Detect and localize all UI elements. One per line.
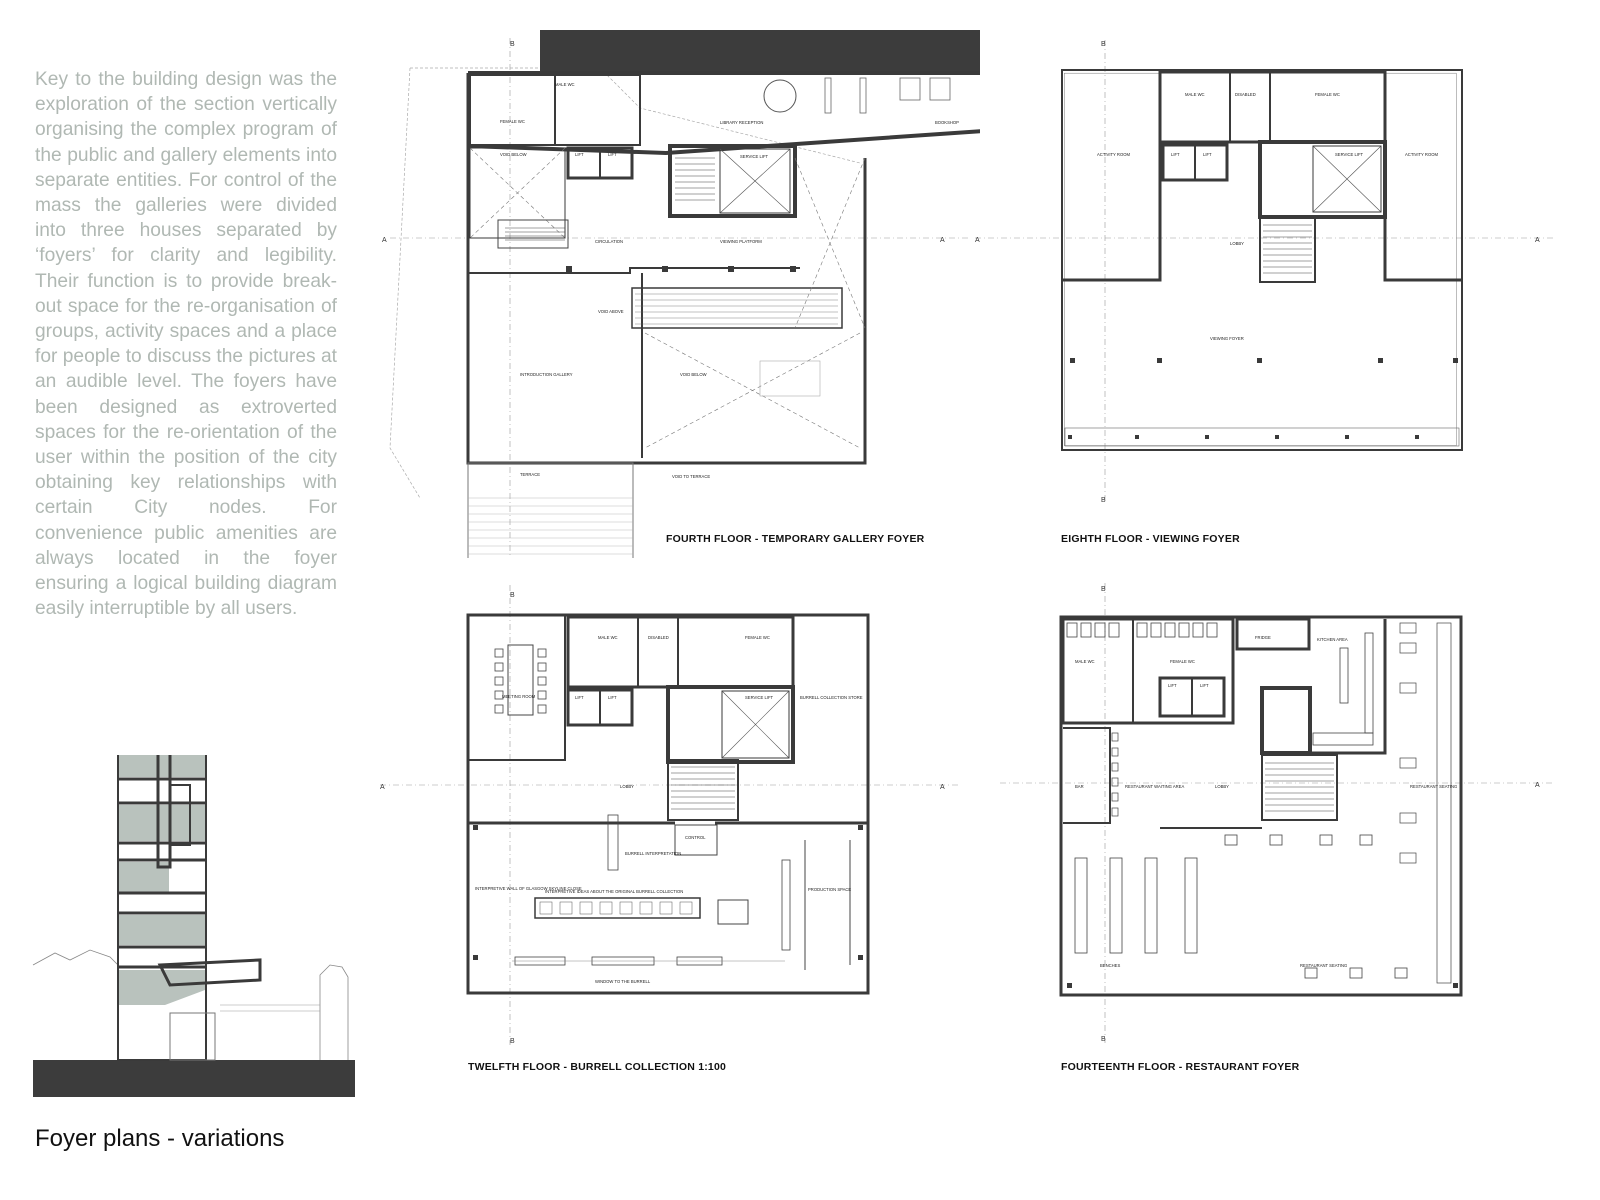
plan4-label-bookshop: BOOKSHOP [935,120,959,125]
plan14-label-restaurant-seating-right: RESTAURANT SEATING [1410,784,1458,789]
section-marker-b: B [510,41,515,48]
plan-fourteenth-floor [975,583,1565,1053]
plan4-label-lift: LIFT [575,152,584,157]
plan8-label-female-wc: FEMALE WC [1315,92,1340,97]
plan14-wc-block [1063,619,1233,723]
plan8-core [1260,142,1385,217]
plan12-label-production-space: PRODUCTION SPACE [808,887,852,892]
plan12-core [668,687,793,762]
plan14-label-restaurant-seating-bottom: RESTAURANT SEATING [1300,963,1348,968]
plan14-fridge [1237,619,1309,649]
plan14-window-tables [1400,623,1451,983]
plan8-label-service-lift: SERVICE LIFT [1335,152,1364,157]
plan-eighth-svg [975,30,1565,510]
plan8-label-lift: LIFT [1203,152,1212,157]
plan14-label-lift: LIFT [1168,683,1177,688]
section-svg [30,755,365,1100]
plan12-label-lift: LIFT [575,695,584,700]
plan14-label-lift: LIFT [1200,683,1209,688]
plan8-stair [1260,217,1315,282]
plan12-label-male-wc: MALE WC [598,635,618,640]
plan8-label-disabled: DISABLED [1235,92,1256,97]
section-marker-a: A [940,784,945,791]
plan4-label-void-to-terrace: VOID TO TERRACE [672,474,711,479]
section-tower [118,755,206,1060]
plan4-label-lift: LIFT [608,152,617,157]
plan-twelfth-floor [380,585,980,1055]
building-section-drawing [30,755,365,1100]
plan12-meeting-table [508,645,533,715]
plan4-spiral-stair [764,80,796,112]
plan12-wc-block [568,617,793,687]
plan4-terrace [468,463,633,558]
plan4-shelving [825,78,950,113]
plan4-label-service-lift: SERVICE LIFT [740,154,769,159]
sheet-title: Foyer plans - variations [35,1125,285,1152]
plan14-tables [1225,835,1407,978]
plan14-bar [1063,728,1110,823]
section-marker-b: B [1101,1036,1106,1043]
plan8-label-activity-room-right: ACTIVITY ROOM [1405,152,1438,157]
plan14-label-benches: BENCHES [1100,963,1121,968]
plan8-outer-wall [1062,70,1462,450]
plan12-label-interpretive-wall: INTERPRETIVE WALL OF GLASGOW SKYLINE CLOSE [475,886,582,891]
plan12-label-burrell-store: BURRELL COLLECTION STORE [800,695,863,700]
plan8-label-lift: LIFT [1171,152,1180,157]
plan8-label-viewing-foyer: VIEWING FOYER [1210,336,1244,341]
plan12-label-female-wc: FEMALE WC [745,635,770,640]
plan4-label-female-wc: FEMALE WC [500,119,525,124]
section-marker-a: A [380,784,385,791]
section-marker-a: A [382,237,387,244]
plan4-core [670,146,795,216]
section-marker-a: A [1535,237,1540,244]
plan14-label-restaurant-waiting: RESTAURANT WAITING AREA [1125,784,1185,789]
plan4-roof-block [540,30,980,72]
plan4-label-void-below-2: VOID BELOW [680,372,707,377]
section-marker-b: B [1101,41,1106,48]
caption-fourth-floor: FOURTH FLOOR - TEMPORARY GALLERY FOYER [666,533,925,545]
plan4-label-introduction-gallery: INTRODUCTION GALLERY [520,372,573,377]
plan4-label-viewing-platform: VIEWING PLATFORM [720,239,762,244]
plan8-label-lobby: LOBBY [1230,241,1244,246]
plan-twelfth-svg [380,585,980,1055]
intro-paragraph: Key to the building design was the exploration of the section vertically organising the complex program of the public and gallery elements into separate entities. For control of the mass the galleries were divided into three houses separated by ‘foyers’ for clarity and legibility. Their function is to provide break-out space for the re-organisation of groups, activity spaces and a place for people to discuss the pictures at an audible level. The foyers have been designed as extroverted spaces for the re-orientation of the user within the position of the city obtaining key relationships with certain City nodes. For convenience public amenities are always located in the foyer ensuring a logical building diagram easily interruptible by all users. [35,69,337,620]
section-ground [33,1060,355,1097]
plan12-label-service-lift: SERVICE LIFT [745,695,774,700]
plan14-stair [1262,755,1337,820]
section-neighbour-right [320,965,348,1060]
plan4-label-terrace: TERRACE [520,472,541,477]
plan12-label-interpretive-ideas: INTERPRETIVE IDEAS ABOUT THE ORIGINAL BURRELL COLLECTION [545,889,684,894]
plan4-label-circulation: CIRCULATION [595,239,624,244]
plan12-label-lobby: LOBBY [620,784,634,789]
plan12-label-disabled: DISABLED [648,635,669,640]
plan8-glazing [1065,428,1459,446]
plan14-label-fridge: FRIDGE [1255,635,1271,640]
caption-fourteenth-floor: FOURTEENTH FLOOR - RESTAURANT FOYER [1061,1061,1300,1073]
plan14-label-kitchen-area: KITCHEN AREA [1317,637,1348,642]
plan4-label-void-below: VOID BELOW [500,152,527,157]
plan14-core [1262,688,1310,753]
section-marker-b: B [510,592,515,599]
plan4-core-stair [675,158,715,200]
plan12-stair [668,760,738,820]
plan14-label-male-wc: MALE WC [1075,659,1095,664]
plan8-label-male-wc: MALE WC [1185,92,1205,97]
plan14-columns [1067,983,1458,988]
section-marker-a: A [940,237,945,244]
section-marker-a: A [975,237,980,244]
section-foyer-band-top [119,755,205,777]
plan12-label-meeting-room: MEETING ROOM [502,694,536,699]
plan14-benches [1075,858,1197,953]
section-skyline-left [33,950,118,965]
plan14-label-lobby: LOBBY [1215,784,1229,789]
caption-twelfth-floor: TWELFTH FLOOR - BURRELL COLLECTION 1:100 [468,1061,727,1073]
section-marker-b: B [510,1038,515,1045]
section-marker-b: B [1101,586,1106,593]
plan12-label-window-to-burrell: WINDOW TO THE BURRELL [595,979,651,984]
plan-eighth-floor [975,30,1565,510]
caption-eighth-floor: EIGHTH FLOOR - VIEWING FOYER [1061,533,1240,545]
plan8-label-activity-room-left: ACTIVITY ROOM [1097,152,1130,157]
plan14-label-female-wc: FEMALE WC [1170,659,1195,664]
section-marker-b: B [1101,497,1106,504]
plan4-label-male-wc: MALE WC [555,82,575,87]
plan4-label-void-above: VOID ABOVE [598,309,624,314]
section-foyer-band-2 [119,805,205,841]
plan8-columns [1070,358,1458,363]
plan-fourteenth-svg [975,583,1565,1053]
section-foyer-band-4 [119,915,205,945]
plan12-label-control: CONTROL [685,835,706,840]
plan-fourth-floor [380,28,980,558]
plan14-label-bar: BAR [1075,784,1084,789]
plan4-label-library-reception: LIBRARY RECEPTION [720,120,764,125]
plan12-production-rack [782,860,790,950]
plan12-label-burrell-interpretation: BURRELL INTERPRETATION [625,851,682,856]
plan-fourth-svg [380,28,980,558]
section-marker-a: A [1535,782,1540,789]
plan12-control-desk [675,825,717,855]
plan4-side-stair [498,220,568,248]
plan12-label-lift: LIFT [608,695,617,700]
plan8-wc-block [1160,72,1385,142]
